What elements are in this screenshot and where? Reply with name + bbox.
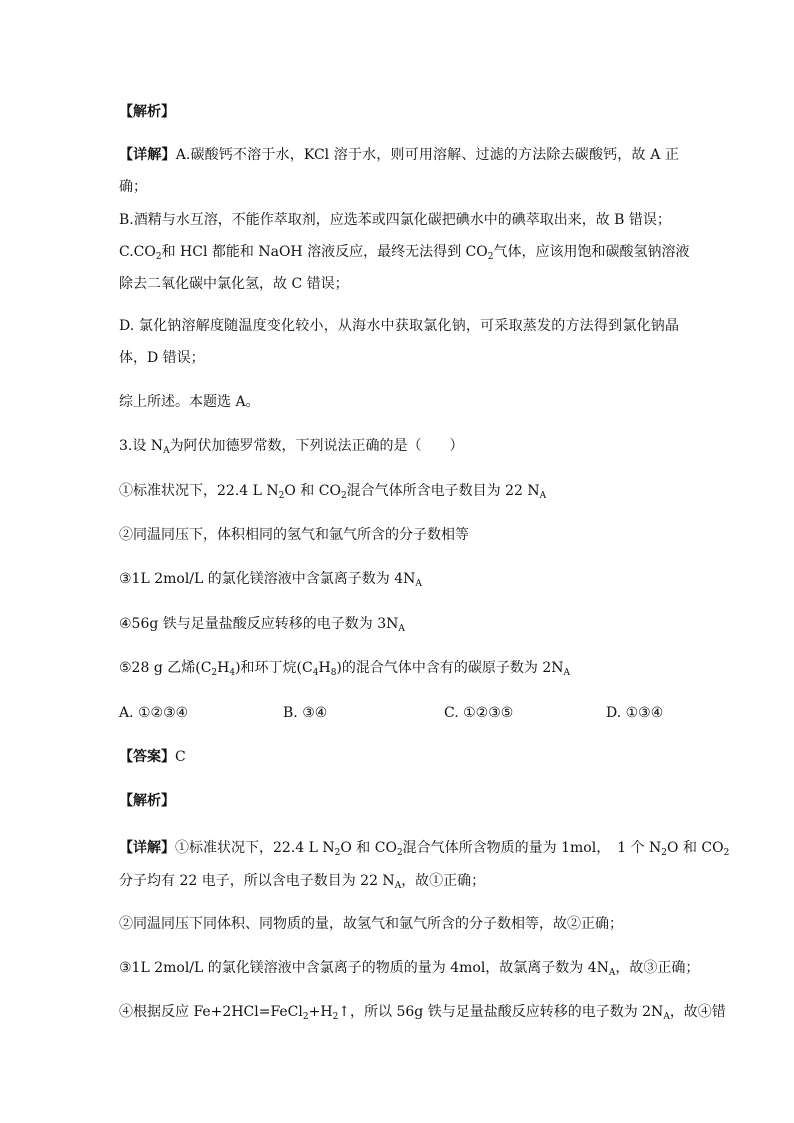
q3-statement-4: ④56g 铁与足量盐酸反应转移的电子数为 $3N_A$ xyxy=(119,616,405,634)
q3-statement-3: ③1L 2mol/L 的氯化镁溶液中含氯离子数为 $4N_A$ xyxy=(119,571,422,589)
q3-explanation-4: ④根据反应 $Fe+2HCl=FeCl_2+H_2↑$，所以 56g 铁与足量盐酸反应转移的电子数为 $2N_A$，故④错 xyxy=(119,1004,726,1022)
q3-option-d: D. ①③④ xyxy=(606,705,664,721)
q3-option-c: C. ①②③⑤ xyxy=(444,705,514,721)
detail-label-2: 【详解】 xyxy=(119,840,175,856)
q3-explanation-3: ③1L 2mol/L 的氯化镁溶液中含氯离子的物质的量为 4mol，故氯离子数为 $4N_A$，故③正确； xyxy=(119,960,700,978)
answer-value: C xyxy=(175,749,186,765)
analysis-heading: 【解析】 xyxy=(119,104,175,120)
q2-explanation-d-line1: D. 氯化钠溶解度随温度变化较小，从海水中获取氯化钠，可采取蒸发的方法得到氯化钠晶 xyxy=(119,318,679,334)
q2-explanation-d-line2: 体，D 错误； xyxy=(119,350,205,366)
q3-statement-1: ①标准状况下，22.4 L $N_2O$ 和 $CO_2$混合气体所含电子数目为 22 $N_A$ xyxy=(119,483,547,501)
detail-label: 【详解】 xyxy=(119,147,176,163)
q2-summary: 综上所述。本题选 A。 xyxy=(119,394,260,410)
q2-explanation-c-line1: $C.CO_2$和 HCl 都能和 NaOH 溶液反应，最终无法得到 $CO_2$气体，应该用饱和碳酸氢钠溶液 xyxy=(119,244,690,262)
q2-explanation-a-line2: 确； xyxy=(119,179,147,195)
q3-explanation-1-line2: 分子均有 22 电子，所以含电子数目为 22 $N_A$，故①正确； xyxy=(119,873,486,891)
answer-label: 【答案】 xyxy=(119,749,175,765)
q3-answer xyxy=(119,747,679,767)
q3-explanation-1-line1: 【详解】①标准状况下，22.4 L $N_2O$ 和 $CO_2$混合气体所含物质的量为 1mol， 1 个 $N_2O$ 和 $CO_2$ xyxy=(119,840,730,858)
q3-explanation-2: ②同温同压下同体积、同物质的量，故氢气和氩气所含的分子数相等，故②正确； xyxy=(119,916,623,932)
q3-stem: 3.设 $N_A$为阿伏加德罗常数，下列说法正确的是（ ） xyxy=(119,438,464,456)
q2-explanation-b: B.酒精与水互溶，不能作萃取剂，应选苯或四氯化碳把碘水中的碘萃取出来，故 B 错误； xyxy=(119,212,671,228)
q2-option-a-text: A.碳酸钙不溶于水，KCl 溶于水，则可用溶解、过滤的方法除去碳酸钙，故 A 正 xyxy=(175,147,680,163)
analysis-heading-2: 【解析】 xyxy=(119,793,175,809)
q3-option-b: B. ③④ xyxy=(283,705,328,721)
q3-statement-2: ②同温同压下，体积相同的氢气和氩气所含的分子数相等 xyxy=(119,527,469,543)
q2-explanation-c-line2: 除去二氧化碳中氯化氢，故 C 错误； xyxy=(119,276,349,292)
q3-option-a: A. ①②③④ xyxy=(119,705,189,721)
q2-explanation-a-line1 xyxy=(119,145,679,165)
q3-statement-5: ⑤28 g 乙烯$(C_2H_4)$和环丁烷$(C_4H_8)$的混合气体中含有的碳原子数为 $2N_A$ xyxy=(119,660,570,678)
